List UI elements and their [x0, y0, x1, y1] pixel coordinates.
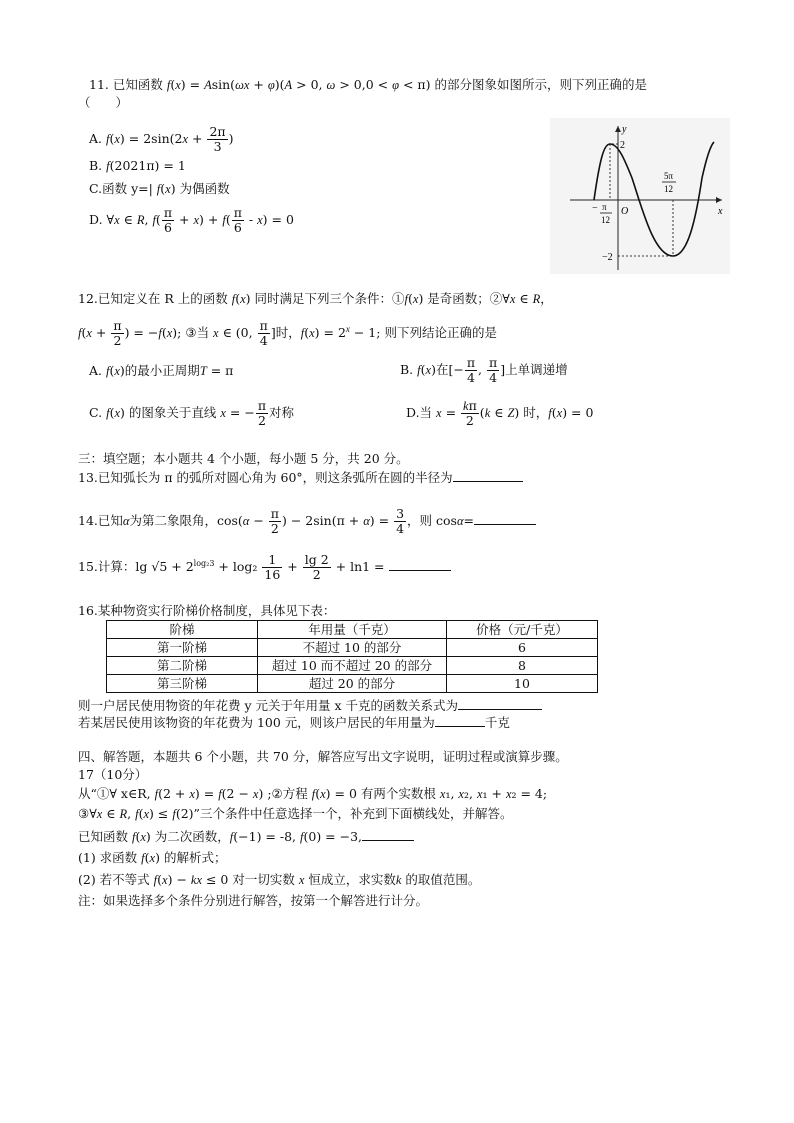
table-cell: 8	[447, 657, 598, 675]
q12-stem-line1: 12.已知定义在 R 上的函数 f(x) 同时满足下列三个条件：①f(x) 是奇函数；②∀x ∈ R，	[78, 291, 553, 306]
q17-title: 17（10分）	[78, 767, 148, 782]
table-cell: 第三阶梯	[107, 675, 258, 693]
table-row	[107, 675, 598, 693]
svg-text:12: 12	[601, 215, 610, 225]
svg-text:12: 12	[664, 184, 673, 194]
table-cell: 6	[447, 639, 598, 657]
q11-option-c: C.函数 y=| f(x) 为偶函数	[89, 181, 230, 196]
svg-text:−: −	[592, 203, 598, 214]
q11-option-b: B. f(2021π) = 1	[89, 158, 186, 173]
q17-part1: (1) 求函数 f(x) 的解析式；	[78, 850, 227, 865]
svg-text:5π: 5π	[664, 171, 674, 181]
q11-sine-graph	[550, 118, 730, 274]
q16-intro: 16.某种物资实行阶梯价格制度，具体见下表：	[78, 603, 336, 618]
table-cell: 超过 10 而不超过 20 的部分	[258, 657, 447, 675]
graph-origin-label: O	[621, 206, 629, 217]
table-cell: 超过 20 的部分	[258, 675, 447, 693]
table-cell: 不超过 10 的部分	[258, 639, 447, 657]
table-row	[107, 657, 598, 675]
graph-y-label: y	[622, 124, 627, 135]
table-cell: 第二阶梯	[107, 657, 258, 675]
q12-option-c: C. f(x) 的图象关于直线 x = − $\frac{\pi}{2}$ 对称	[89, 398, 295, 428]
table-header-cell: 价格（元/千克）	[447, 621, 598, 639]
q17-line3: 已知函数 f(x) 为二次函数，f(−1) = -8, f(0) = −3,	[78, 828, 414, 845]
q14: 14.已知α为第二象限角，cos(α − $\frac{\pi}{2}$ ) − 2sin(π + α) = $\frac{3}{4}$ ，则 cosα=	[78, 505, 536, 537]
q15: 15.计算：$\lg √5 + 2^{log_23} + \log_2$ $\frac{1}{16}$ + $\frac{\lg 2}{2}$ + ln1 =	[78, 548, 451, 583]
table-row	[107, 639, 598, 657]
q11-paren: （ ）	[78, 95, 129, 110]
graph-x-label: x	[718, 206, 723, 217]
q17-line2: ③∀x ∈ R, f(x) ≤ f(2)”三个条件中任意选择一个，补充到下面横线处，并解答。	[78, 806, 513, 821]
svg-text:π: π	[602, 202, 607, 212]
q13: 13.已知弧长为 π 的弧所对圆心角为 60°，则这条弧所在圆的半径为	[78, 469, 523, 486]
q11-stem: 11. 已知函数 f(x) = Asin(ωx + φ)(A > 0, ω > 0,0 < φ < π) 的部分图象如图所示，则下列正确的是	[89, 77, 647, 92]
section3-heading: 三：填空题；本小题共 4 个小题，每小题 5 分，共 20 分。	[78, 451, 409, 466]
q11-option-d: D. ∀x ∈ R, f( $\frac{\pi}{6}$ + x) + f( $\frac{\pi}{6}$ - x) = 0	[89, 205, 294, 235]
graph-y-bottom-label: −2	[602, 252, 613, 263]
q17-note: 注：如果选择多个条件分别进行解答，按第一个解答进行计分。	[78, 893, 429, 908]
graph-y-top-label: 2	[620, 140, 625, 151]
q12-option-d: D.当 x = $\frac{k\pi}{2}$ (k ∈ Z) 时，f(x) = 0	[406, 398, 594, 428]
price-tier-table	[106, 620, 598, 693]
table-cell: 10	[447, 675, 598, 693]
q12-stem-line2: f(x + $\frac{\pi}{2}$ ) = −f(x); ③当 x ∈ (0, $\frac{\pi}{4}$ ]时，$f(x) = 2^x - 1$; 则下列结论正确的是	[78, 318, 497, 349]
q16-line1: 则一户居民使用物资的年花费 y 元关于年用量 x 千克的函数关系式为	[78, 697, 542, 714]
q16-line2: 若某居民使用该物资的年花费为 100 元，则该户居民的年用量为 千克	[78, 715, 510, 730]
table-header-cell: 阶梯	[107, 621, 258, 639]
table-header-cell: 年用量（千克）	[258, 621, 447, 639]
q17-line1: 从“①∀ x∈R, f(2 + x) = f(2 − x) ;②方程 f(x) = 0 有两个实数根 x₁, x₂, x₁ + x₂ = 4;	[78, 786, 548, 801]
q12-option-b: B. f(x)在[− $\frac{\pi}{4}$ , $\frac{\pi}{4}$ ]上单调递增	[400, 355, 568, 385]
table-cell: 第一阶梯	[107, 639, 258, 657]
table-header-row	[107, 621, 598, 639]
q11-option-a: A. f(x) = 2sin(2x + $\frac{2\pi}{3}$ )	[89, 124, 234, 154]
section4-heading: 四、解答题，本题共 6 个小题，共 70 分，解答应写出文字说明，证明过程或演算步骤。	[78, 749, 568, 764]
q12-option-a: A. f(x)的最小正周期T = π	[89, 363, 234, 378]
q17-part2: (2) 若不等式 f(x) − kx ≤ 0 对一切实数 x 恒成立，求实数k 的取值范围。	[78, 872, 481, 887]
